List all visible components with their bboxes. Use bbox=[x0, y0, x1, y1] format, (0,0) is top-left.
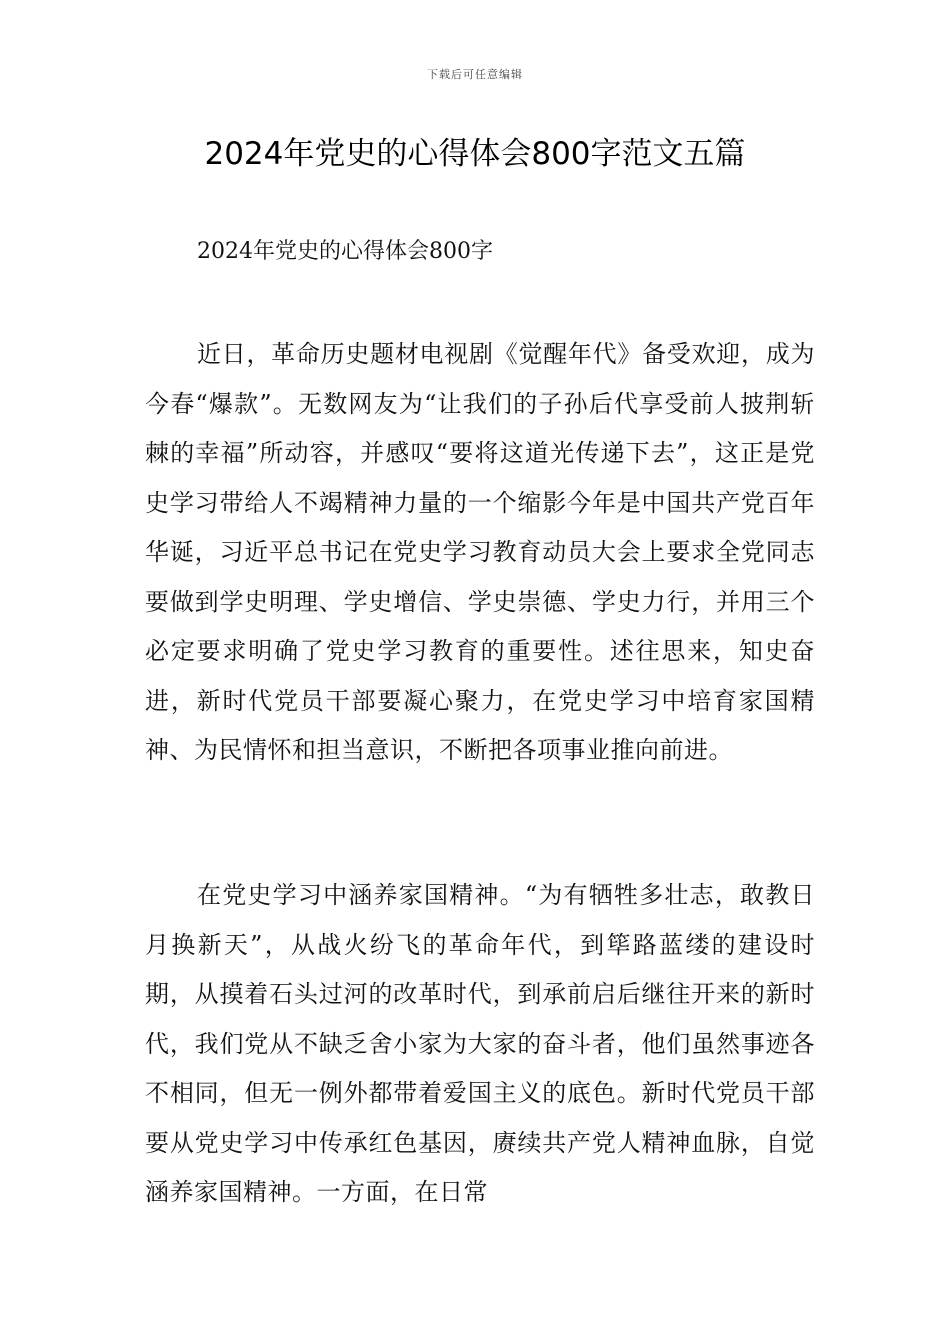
body-paragraph-2: 在党史学习中涵养家国精神。“为有牺牲多壮志，敢教日月换新天”，从战火纷飞的革命年代，到筚路蓝缕的建设时期，从摸着石头过河的改革时代，到承前启后继往开来的新时代，我们党从不缺乏舍小家为大家的奋斗者，他们虽然事迹各不相同，但无一例外都带着爱国主义的底色。新时代党员干部要从党史学习中传承红色基因，赓续共产党人精神血脉，自觉涵养家国精神。一方面，在日常 bbox=[145, 881, 815, 1206]
section-subtitle: 2024年党史的心得体会800字 bbox=[197, 239, 493, 264]
body-paragraph-1: 近日，革命历史题材电视剧《觉醒年代》备受欢迎，成为今春“爆款”。无数网友为“让我们的子孙后代享受前人披荆斩棘的幸福”所动容，并感叹“要将这道光传递下去”，这正是党史学习带给人不竭精神力量的一个缩影今年是中国共产党百年华诞，习近平总书记在党史学习教育动员大会上要求全党同志要做到学史明理、学史增信、学史崇德、学史力行，并用三个必定要求明确了党史学习教育的重要性。述往思来，知史奋进，新时代党员干部要凝心聚力，在党史学习中培育家国精神、为民情怀和担当意识，不断把各项事业推向前进。 bbox=[145, 340, 815, 764]
header-note: 下载后可任意编辑 bbox=[427, 68, 523, 81]
document-title: 2024年党史的心得体会800字范文五篇 bbox=[204, 136, 746, 172]
